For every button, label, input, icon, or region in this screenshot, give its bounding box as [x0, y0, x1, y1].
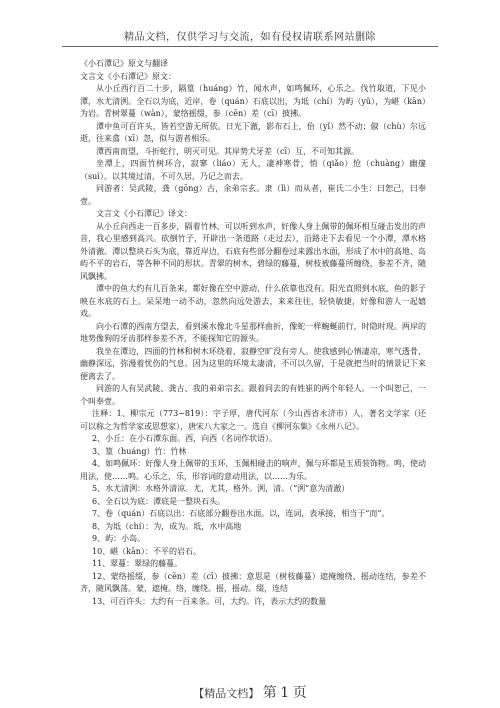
footer-page-word: 第	[262, 685, 277, 701]
translation-paragraph: 潭中的鱼大约有几百条来，都好像在空中游动，什么依靠也没有。阳光直照到水底，鱼的影子映在水底的石上。呆呆地一动不动，忽然向远处游去，来来往往，轻快敏捷，好像和游人一起嬉戏。	[80, 284, 426, 318]
original-paragraph: 同游者：吴武陵，龚（gōng）古，余弟宗玄。隶（lì）而从者，崔氏二小生：曰恕己，曰奉壹。	[80, 184, 426, 206]
note-item: 9、屿：小岛。	[92, 534, 146, 543]
note-item: 5、水尤清洌：水格外清凉。尤，尤其，格外。洌，清。（“洌”意为清澈）	[92, 484, 350, 493]
footer-page-unit: 页	[292, 685, 307, 701]
original-paragraph: 潭中鱼可百许头，皆若空游无所依。日光下澈，影布石上，佁（yǐ）然不动；俶（chù）尔远逝，往来翕（xī）忽，似与游者相乐。	[80, 121, 426, 143]
translation-paragraph: 我坐在潭边，四面的竹林和树木环绕着，寂静空旷没有旁人。使我感到心情凄凉，寒气透骨，幽静深远，弥漫着忧伤的气息。因为这里的环境太凄清，不可以久留，于是就把当时的情景记下来便离去了。	[80, 346, 426, 381]
note-item: 注释：1、柳宗元（773~819）：字子厚，唐代河东（今山西省永济市）人，著名文学家（还可以称之为哲学家或思想家），唐宋八大家之一。选自《柳河东集》《永州八记》。	[80, 409, 426, 431]
note-item: 7、卷（quán）石底以出：石底部分翻卷出水面。以，连词，表承接，相当于“而”。	[92, 509, 390, 518]
note-item: 6、全石以为底：潭底是一整块石头。	[92, 496, 226, 506]
page-header: 精品文档，仅供学习与交流，如有侵权请联系网站删除	[124, 32, 376, 43]
page-number: 1	[280, 685, 290, 701]
original-paragraph: 坐潭上，四面竹树环合，寂寥（liáo）无人，凄神寒骨，悄（qiǎo）怆（chuàng）幽邃（suì）。以其境过清，不可久居，乃记之而去。	[80, 159, 426, 181]
footer-label: 【精品文档】	[193, 687, 260, 700]
note-item: 3、篁（huáng）竹：竹林	[92, 446, 187, 456]
note-item: 11、翠蔓：翠绿的藤蔓。	[92, 559, 183, 568]
translation-heading: 文言文《小石潭记》译文：	[96, 209, 192, 218]
document-body	[80, 58, 426, 608]
note-item: 12、蒙络摇缀，参（cēn）差（cī）披拂：意思是（树枝藤蔓）遮掩缠绕、摇动连结，参差不齐，随风飘荡。蒙，遮掩。络，缠绕。摇，摇动。缀，连结	[80, 571, 426, 593]
translation-paragraph: 同游的人有吴武陵、龚古、我的弟弟宗玄。跟着同去的有姓崔的两个年轻人。一个叫恕己，一个叫奉壹。	[80, 384, 426, 406]
note-item: 8、为坻（chí）：为，成为。坻，水中高地	[92, 521, 242, 531]
original-paragraph: 从小丘西行百二十步，隔篁（huáng）竹，闻水声，如鸣佩环，心乐之。伐竹取道，下见小潭，水尤清洌。全石以为底，近岸，卷（quán）石底以出，为坻（chí）为屿（yǔ），为嵁（kān）为岩。青树翠蔓（wàn），蒙络摇缀，参（cēn）差（cī）披拂。	[80, 84, 426, 118]
note-item: 2、小丘：在小石潭东面。西，向西（名词作状语）。	[92, 434, 278, 443]
doc-title: 《小石潭记》原文与翻译	[80, 59, 168, 68]
translation-paragraph: 从小丘向西走一百多步，隔着竹林，可以听到水声，好像人身上佩带的佩环相互碰击发出的声音，我心里感到高兴。砍倒竹子，开辟出一条道路（走过去），沿路走下去看见一个小潭，潭水格外清澈。潭以整块石头为底，靠近岸边，石底有些部分翻卷过来露出水面，形成了水中的高地、岛屿不平的岩石，等各种不同的形状。青翠的树木，碧绿的藤蔓，树枝被藤蔓所缠绕，参差不齐，随风飘拂。	[80, 221, 426, 281]
header-divider	[62, 46, 438, 47]
original-heading: 文言文《小石潭记》原文：	[80, 71, 176, 81]
page-footer	[0, 682, 500, 702]
translation-paragraph: 向小石潭的西南方望去，看到溪水像北斗星那样曲折，像蛇一样蜿蜒前行，时隐时现。两岸的地势像狗的牙齿那样参差不齐，不能探知它的源头。	[80, 321, 426, 343]
note-item: 10、嵁（kān）：不平的岩石。	[92, 546, 201, 556]
note-item: 4、如鸣佩环：好像人身上佩带的玉环，玉佩相碰击的响声，佩与环都是玉质装饰物。鸣，使动用法，使……鸣。心乐之，乐，形容词的意动用法，以……为乐。	[80, 459, 426, 481]
original-paragraph: 潭西南而望，斗折蛇行，明灭可见。其岸势犬牙差（cī）互，不可知其源。	[96, 146, 360, 156]
note-item: 13、可百许头：大约有一百来条。可，大约。许，表示大约的数量	[92, 596, 327, 606]
